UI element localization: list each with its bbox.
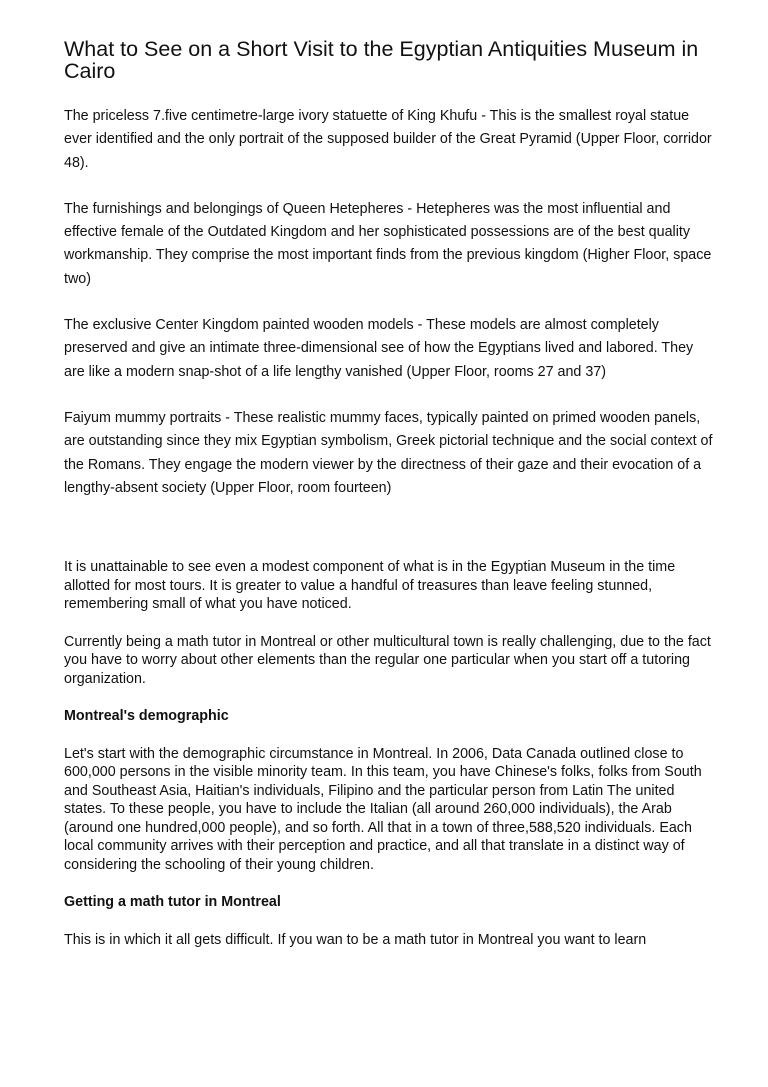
paragraph-khufu-statuette: The priceless 7.five centimetre-large ivory statuette of King Khufu - This is the smallest royal statue ever identified and the only portrait of the supposed builder of the Great Pyramid (Upper Floor, corridor 48).: [64, 108, 712, 171]
heading-getting-math-tutor: Getting a math tutor in Montreal: [64, 894, 281, 911]
heading-montreal-demographic: Montreal's demographic: [64, 708, 229, 725]
document-title: What to See on a Short Visit to the Egyptian Antiquities Museum in Cairo: [64, 37, 699, 83]
paragraph-getting-math-tutor: This is in which it all gets difficult. If you wan to be a math tutor in Montreal you want to learn: [64, 931, 647, 948]
paragraph-hetepheres: The furnishings and belongings of Queen Hetepheres - Hetepheres was the most influential and effective female of the Outdated Kingdom and her sophisticated possessions are of the best quality workmanship. They comprise the most important finds from the previous kingdom (Higher Floor, space two): [64, 200, 712, 287]
paragraph-math-tutor-intro: Currently being a math tutor in Montreal or other multicultural town is really challenging, due to the fact you have to worry about other elements than the regular one particular when you start off a tutoring organization.: [64, 633, 711, 687]
paragraph-montreal-demographic: Let's start with the demographic circumstance in Montreal. In 2006, Data Canada outlined close to 600,000 persons in the visible minority team. In this team, you have Chinese's folks, folks from South and Southeast Asia, Haitian's individuals, Filipino and the particular person from Latin The united states. To these people, you have to include the Italian (all around 260,000 individuals), the Arab (around one hundred,000 people), and so forth. All that in a town of three,588,520 individuals. Each local community arrives with their perception and practice, and all that translate in a distinct way of considering the schooling of their young children.: [64, 745, 702, 873]
document-page: [64, 38, 714, 949]
paragraph-wooden-models: The exclusive Center Kingdom painted wooden models - These models are almost completely preserved and give an intimate three-dimensional see of how the Egyptians lived and labored. They are like a modern snap-shot of a life lengthy vanished (Upper Floor, rooms 27 and 37): [64, 317, 694, 380]
paragraph-unattainable: It is unattainable to see even a modest component of what is in the Egyptian Museum in the time allotted for most tours. It is greater to value a handful of treasures than leave feeling stunned, remembering small of what you have noticed.: [64, 559, 676, 613]
paragraph-faiyum-portraits: Faiyum mummy portraits - These realistic mummy faces, typically painted on primed wooden panels, are outstanding since they mix Egyptian symbolism, Greek pictorial technique and the social context of the Romans. They engage the modern viewer by the directness of their gaze and their evocation of a lengthy-absent society (Upper Floor, room fourteen): [64, 409, 713, 496]
